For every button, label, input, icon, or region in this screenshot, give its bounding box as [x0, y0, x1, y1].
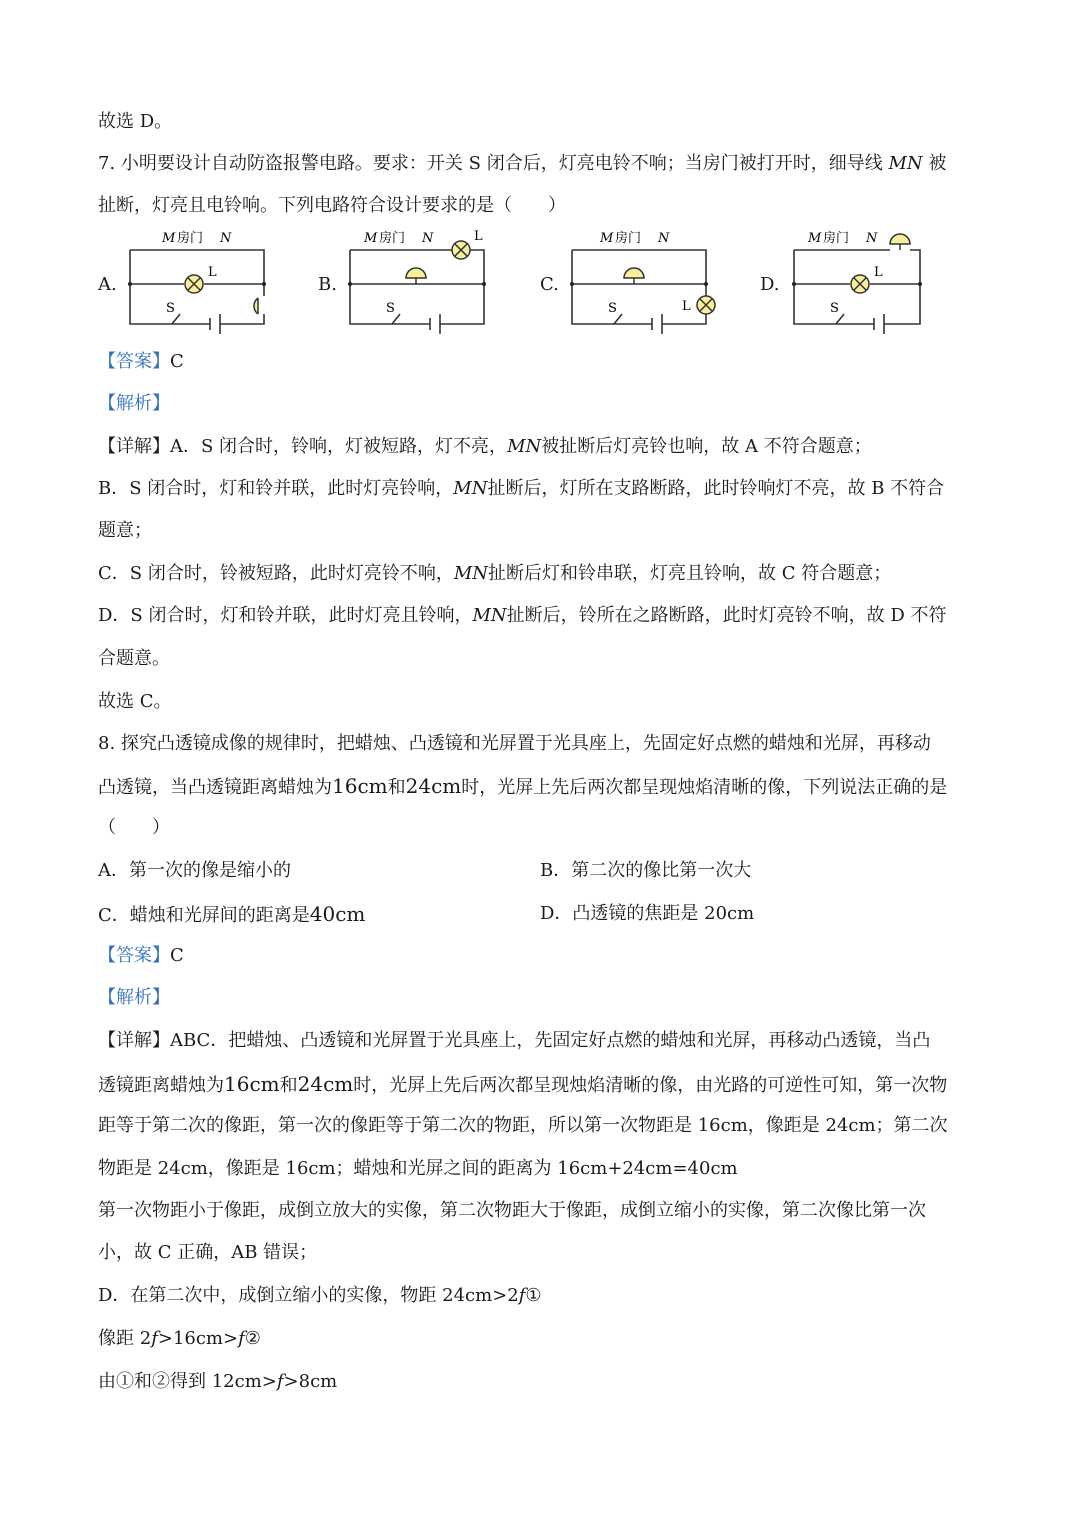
- svg-text:M: M: [364, 231, 378, 246]
- q8-detail-3: 距等于第二次的像距，第一次的像距等于第二次的物距，所以第一次物距是 16cm，像距是 24cm；第二次: [98, 1115, 948, 1136]
- svg-text:房门: 房门: [177, 231, 204, 246]
- q7-conclusion: 故选 C。: [98, 691, 172, 712]
- bell-icon: [624, 268, 644, 278]
- option-c-label: C.: [540, 274, 559, 295]
- svg-text:N: N: [422, 231, 434, 246]
- svg-text:L: L: [874, 265, 883, 280]
- q7-detail-c: C．S 闭合时，铃被短路，此时灯亮铃不响，MN扯断后灯和铃串联，灯亮且铃响，故 C 符合题意；: [98, 563, 892, 584]
- svg-text:L: L: [208, 265, 217, 280]
- q8-answer: 【答案】C: [98, 945, 184, 966]
- svg-text:房门: 房门: [615, 231, 642, 246]
- q7-detail-d: D．S 闭合时，灯和铃并联，此时灯亮且铃响，MN扯断后，铃所在之路断路，此时灯亮铃不响，故 D 不符: [98, 605, 947, 626]
- q7-answer: 【答案】C: [98, 351, 184, 372]
- q8-stem-line1: 8. 探究凸透镜成像的规律时，把蜡烛、凸透镜和光屏置于光具座上，先固定好点燃的蜡烛和光屏，再移动: [98, 733, 931, 754]
- svg-text:L: L: [682, 299, 691, 314]
- svg-text:房门: 房门: [379, 231, 406, 246]
- option-d-label: D.: [760, 274, 780, 295]
- q8-detail-9: 由①和②得到 12cm>f>8cm: [98, 1371, 338, 1392]
- q8-option-c: C．蜡烛和光屏间的距离是40cm: [98, 902, 366, 926]
- svg-text:房门: 房门: [823, 231, 850, 246]
- option-b-label: B.: [318, 274, 337, 295]
- q7-detail-a: 【详解】A．S 闭合时，铃响，灯被短路，灯不亮，MN被扯断后灯亮铃也响，故 A 不符合题意；: [98, 436, 872, 457]
- svg-text:M: M: [162, 231, 176, 246]
- svg-text:M: M: [808, 231, 822, 246]
- q7-stem-line1: 7. 小明要设计自动防盗报警电路。要求：开关 S 闭合后，灯亮电铃不响；当房门被打开时，细导线 MN 被: [98, 153, 947, 174]
- circuit-b-diagram: [342, 226, 492, 338]
- q8-detail-7: D．在第二次中，成倒立缩小的实像，物距 24cm>2f①: [98, 1285, 542, 1306]
- circuit-a-diagram: [122, 226, 272, 338]
- q8-stem-line3: （ ）: [98, 817, 170, 838]
- q7-detail-d-cont: 合题意。: [98, 648, 170, 669]
- q7-analysis-tag: 【解析】: [98, 393, 170, 414]
- q8-option-d: D．凸透镜的焦距是 20cm: [540, 903, 755, 924]
- svg-text:S: S: [166, 301, 175, 316]
- q7-detail-b: B．S 闭合时，灯和铃并联，此时灯亮铃响，MN扯断后，灯所在支路断路，此时铃响灯不亮，故 B 不符合: [98, 478, 945, 499]
- q8-detail-6: 小，故 C 正确，AB 错误；: [98, 1242, 318, 1263]
- svg-text:N: N: [220, 231, 232, 246]
- bell-icon: [890, 234, 910, 244]
- svg-text:S: S: [608, 301, 617, 316]
- q8-detail-4: 物距是 24cm，像距是 16cm；蜡烛和光屏之间的距离为 16cm+24cm=40cm: [98, 1158, 738, 1179]
- prev-conclusion: 故选 D。: [98, 111, 173, 132]
- circuit-d-diagram: [786, 226, 936, 338]
- q8-detail-8: 像距 2f>16cm>f②: [98, 1328, 261, 1349]
- q8-analysis-tag: 【解析】: [98, 987, 170, 1008]
- svg-text:M: M: [600, 231, 614, 246]
- q8-stem-line2: 凸透镜，当凸透镜距离蜡烛为16cm和24cm时，光屏上先后两次都呈现烛焰清晰的像，下列说法正确的是: [98, 774, 948, 798]
- option-a-label: A.: [98, 274, 117, 295]
- svg-text:L: L: [474, 229, 483, 244]
- circuit-c-diagram: [564, 226, 714, 338]
- q8-detail-1: 【详解】ABC．把蜡烛、凸透镜和光屏置于光具座上，先固定好点燃的蜡烛和光屏，再移动凸透镜，当凸: [98, 1030, 931, 1051]
- q7-detail-b-cont: 题意；: [98, 520, 152, 541]
- q8-detail-2: 透镜距离蜡烛为16cm和24cm时，光屏上先后两次都呈现烛焰清晰的像，由光路的可逆性可知，第一次物: [98, 1072, 948, 1096]
- svg-text:N: N: [658, 231, 670, 246]
- svg-text:N: N: [866, 231, 878, 246]
- q8-detail-5: 第一次物距小于像距，成倒立放大的实像，第二次物距大于像距，成倒立缩小的实像，第二次像比第一次: [98, 1200, 926, 1221]
- bell-icon: [406, 268, 426, 278]
- svg-text:S: S: [830, 301, 839, 316]
- q7-stem-line2: 扯断，灯亮且电铃响。下列电路符合设计要求的是（ ）: [98, 195, 566, 216]
- q8-option-b: B．第二次的像比第一次大: [540, 860, 752, 881]
- q8-option-a: A．第一次的像是缩小的: [98, 860, 291, 881]
- svg-text:S: S: [386, 301, 395, 316]
